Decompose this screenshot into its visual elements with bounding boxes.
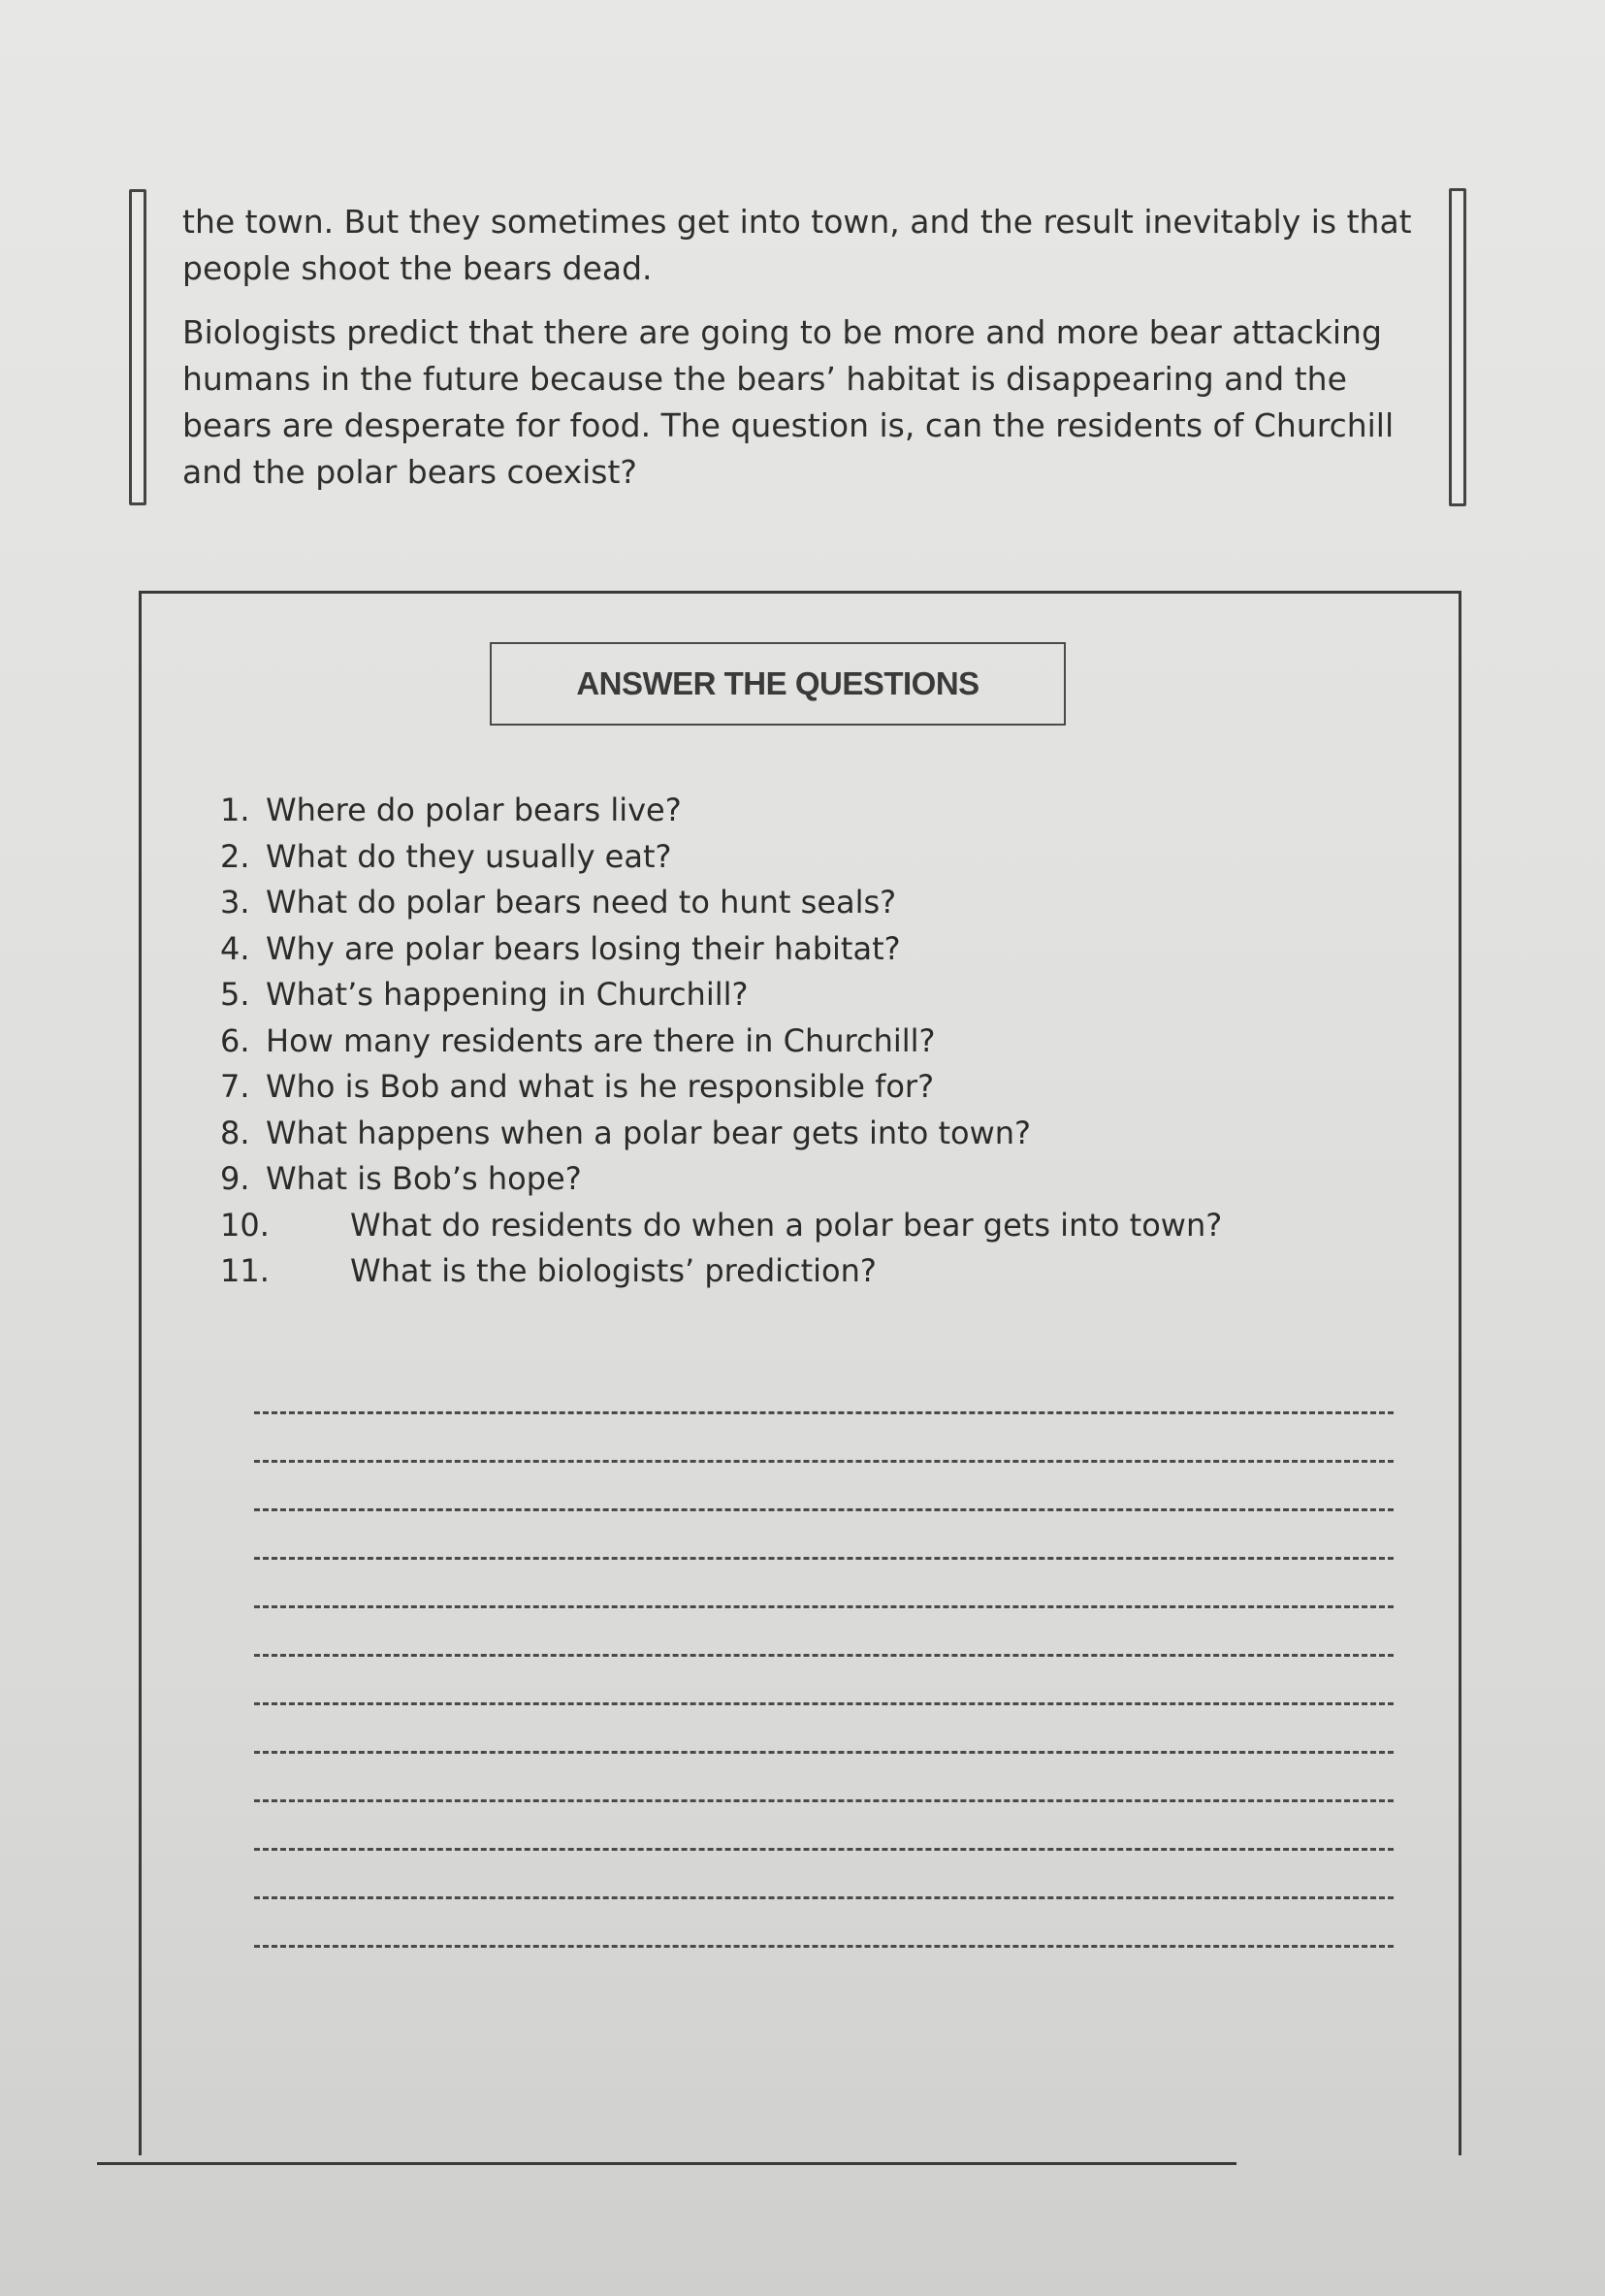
answer-line[interactable] [254, 1945, 1394, 1948]
question-text: Who is Bob and what is he responsible for? [266, 1068, 935, 1105]
question-text: What do residents do when a polar bear gets into town? [350, 1206, 1223, 1244]
answer-line[interactable] [254, 1848, 1394, 1851]
answer-line[interactable] [254, 1896, 1394, 1899]
question-item [220, 834, 1335, 881]
question-item [220, 1156, 1335, 1203]
question-item [220, 880, 1335, 926]
passage-paragraph-2: Biologists predict that there are going to be more and more bear attacking humans in the future because the bears’ habitat is disappearing and the bears are desperate for food. The question is, can the residents of Churchill and the polar bears coexist? [182, 313, 1395, 491]
question-item [220, 1248, 1335, 1295]
question-number: 10. [220, 1206, 270, 1244]
question-item [220, 926, 1335, 973]
question-text: What do they usually eat? [266, 837, 672, 875]
question-text: What’s happening in Churchill? [266, 976, 749, 1013]
question-text: Why are polar bears losing their habitat? [266, 929, 901, 967]
question-number: 7. [220, 1068, 250, 1105]
question-item [220, 1019, 1335, 1065]
question-item [220, 1064, 1335, 1111]
question-number: 5. [220, 976, 250, 1013]
question-number: 6. [220, 1021, 250, 1059]
section-title: ANSWER THE QUESTIONS [576, 665, 979, 701]
passage-left-bar [129, 189, 146, 505]
question-list [220, 788, 1335, 1295]
question-number: 9. [220, 1160, 250, 1197]
question-item [220, 972, 1335, 1019]
answer-line[interactable] [254, 1557, 1394, 1560]
question-number: 1. [220, 792, 250, 828]
answer-lines [254, 1411, 1394, 1993]
question-item [220, 1203, 1335, 1249]
answer-line[interactable] [254, 1605, 1394, 1608]
question-text: What happens when a polar bear gets into town? [266, 1114, 1032, 1151]
question-number: 4. [220, 929, 250, 967]
section-title-box [490, 642, 1066, 726]
question-number: 11. [220, 1252, 270, 1289]
question-number: 2. [220, 837, 250, 875]
question-text: What is Bob’s hope? [266, 1160, 582, 1197]
question-text: How many residents are there in Churchill? [266, 1021, 936, 1059]
question-number: 3. [220, 884, 250, 921]
reading-passage [182, 199, 1414, 513]
answer-line[interactable] [254, 1702, 1394, 1705]
question-text: What do polar bears need to hunt seals? [266, 884, 897, 921]
question-text: Where do polar bears live? [266, 792, 682, 828]
answer-line[interactable] [254, 1411, 1394, 1414]
answer-line[interactable] [254, 1751, 1394, 1754]
question-text: What is the biologists’ prediction? [350, 1252, 877, 1289]
question-item [220, 1111, 1335, 1157]
questions-box-bottom-rule [97, 2162, 1236, 2165]
passage-paragraph-1: the town. But they sometimes get into town, and the result inevitably is that people shoot the bears dead. [182, 203, 1412, 287]
answer-line[interactable] [254, 1799, 1394, 1802]
answer-line[interactable] [254, 1460, 1394, 1463]
passage-right-bar [1449, 188, 1466, 506]
answer-line[interactable] [254, 1654, 1394, 1657]
question-item [220, 788, 1335, 834]
answer-line[interactable] [254, 1508, 1394, 1511]
question-number: 8. [220, 1114, 250, 1151]
